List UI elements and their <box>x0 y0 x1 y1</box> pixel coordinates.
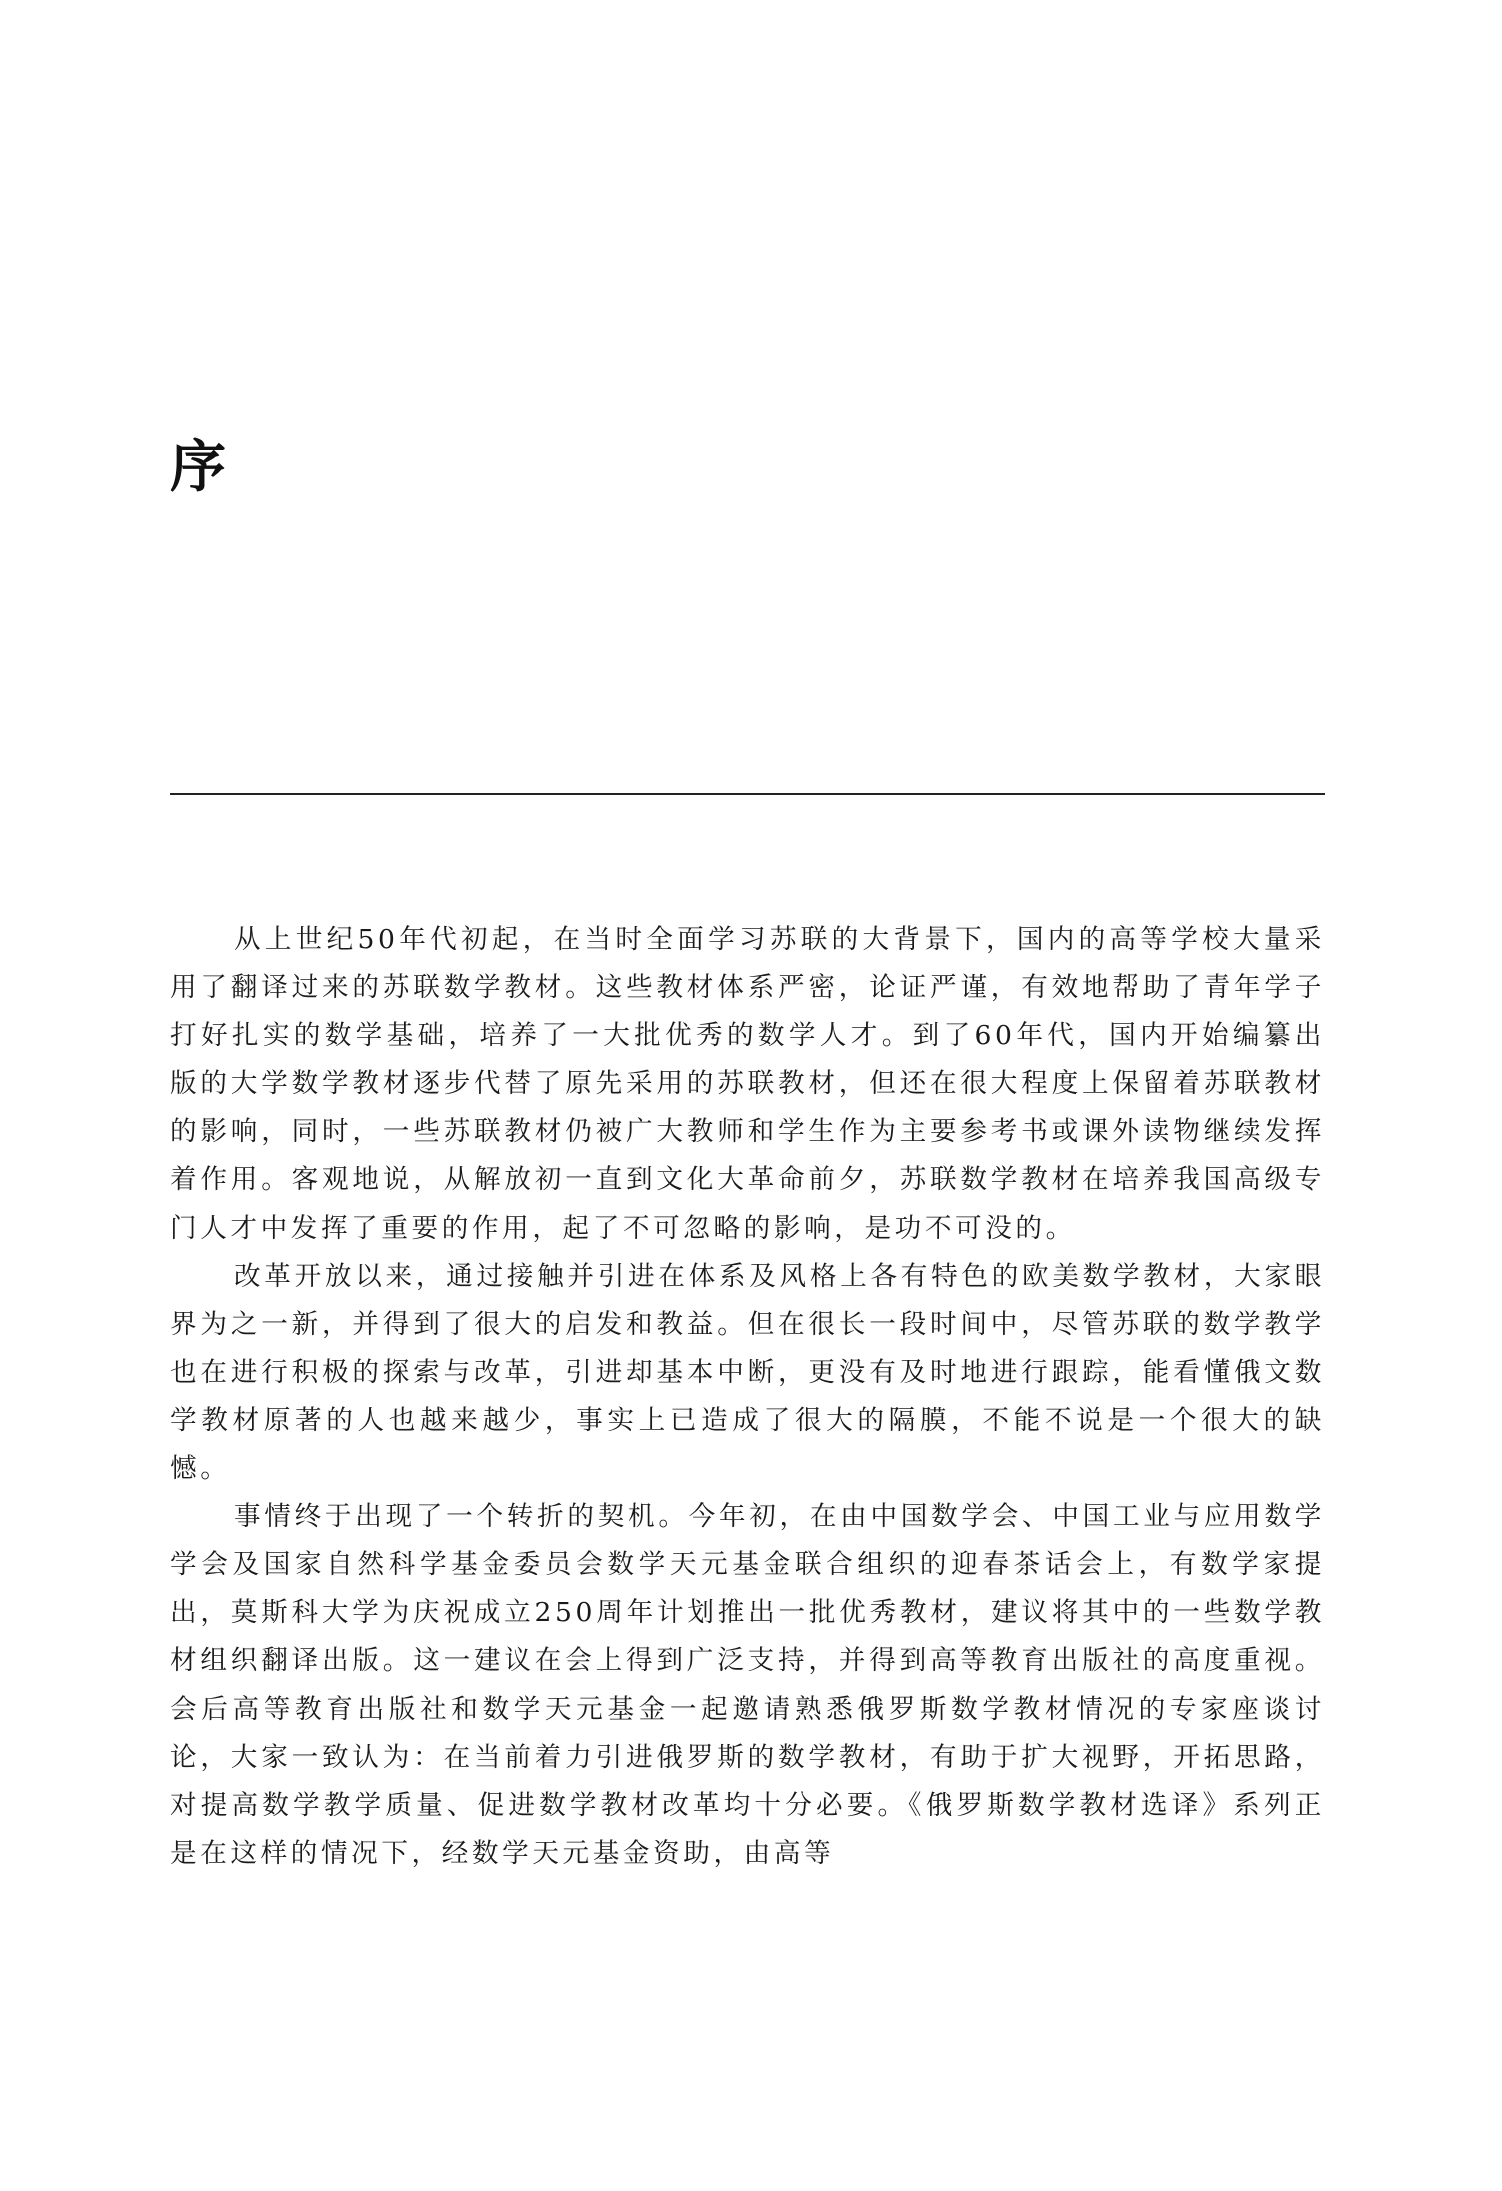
chapter-title: 序 <box>170 435 226 500</box>
paragraph-3: 事情终于出现了一个转折的契机。今年初，在由中国数学会、中国工业与应用数学学会及国家自然科学基金委员会数学天元基金联合组织的迎春茶话会上，有数学家提出，莫斯科大学为庆祝成立250周年计划推出一批优秀教材，建议将其中的一些数学教材组织翻译出版。这一建议在会上得到广泛支持，并得到高等教育出版社的高度重视。会后高等教育出版社和数学天元基金一起邀请熟悉俄罗斯数学教材情况的专家座谈讨论，大家一致认为：在当前着力引进俄罗斯的数学教材，有助于扩大视野，开拓思路，对提高数学教学质量、促进数学教材改革均十分必要。《俄罗斯数学教材选译》系列正是在这样的情况下，经数学天元基金资助，由高等 <box>170 1501 1325 1869</box>
title-divider <box>170 793 1325 795</box>
paragraph-2: 改革开放以来，通过接触并引进在体系及风格上各有特色的欧美数学教材，大家眼界为之一新，并得到了很大的启发和教益。但在很长一段时间中，尽管苏联的数学教学也在进行积极的探索与改革，引进却基本中断，更没有及时地进行跟踪，能看懂俄文数学教材原著的人也越来越少，事实上已造成了很大的隔膜，不能不说是一个很大的缺憾。 <box>170 1260 1325 1485</box>
paragraph-1: 从上世纪50年代初起，在当时全面学习苏联的大背景下，国内的高等学校大量采用了翻译过来的苏联数学教材。这些教材体系严密，论证严谨，有效地帮助了青年学子打好扎实的数学基础，培养了一大批优秀的数学人才。到了60年代，国内开始编纂出版的大学数学教材逐步代替了原先采用的苏联教材，但还在很大程度上保留着苏联教材的影响，同时，一些苏联教材仍被广大教师和学生作为主要参考书或课外读物继续发挥着作用。客观地说，从解放初一直到文化大革命前夕，苏联数学教材在培养我国高级专门人才中发挥了重要的作用，起了不可忽略的影响，是功不可没的。 <box>170 924 1325 1244</box>
body-text <box>170 916 1325 1878</box>
